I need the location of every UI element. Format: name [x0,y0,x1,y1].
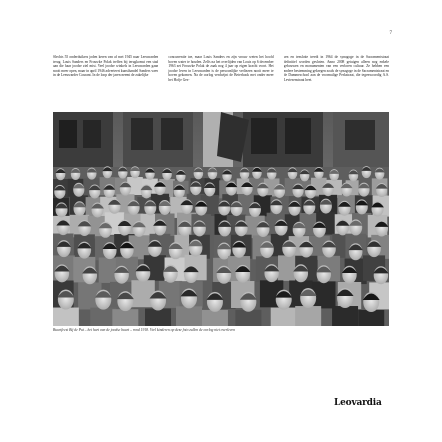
historic-photo [53,112,389,326]
text-column-1: Slechts 55 onderduikers joden keren van af mei 1945 naar Leeuwarden terug. Louis Sanders en Frouwke Polak treffen bij terugkomst een stad aan die haar joodse ziel mist. Veel joodse winkels in Leeuwarden gaan nooit meer open, maar in april 1946 adverteert kunsthandel Sanders weer in de Leeuwarder Courant. In de loop der jaren neemt de zakelijke [53,55,159,78]
photo-crowd-illustration [53,112,389,326]
page-number: 7 [389,31,392,36]
text-column-3: sen en tenslotte treedt in 1964 de synagoge in de Sacramentstraat definitief worden gesloten. Anno 2008 getuigen alleen nog enkele gebouwen en monumenten van een verloren cultuur. Ze hebben een andere bestemming gekregen zoals de synagoge in de Sacramentstraat en de Dammeschool aan de voormalige Perkstraat, die tegenwoordig A.S. Leviesenstraat heet. [283,55,389,82]
text-column-2: concurrentie toe, maar Louis Sanders en zijn vrouw weten het hoofd boven water te houden. Zelfs na het overlijden van Louis op 6 december 1963 zet Frouwke Polak de zaak nog 4 jaar op eigen kracht voort. Het joodse leven in Leeuwarden is de persoonlijke verliezen nooit meer te boven gekomen. Na de oorlog verdwijnt de Beterhook met onder meer het Hofje Ges- [168,55,274,82]
body-text-columns [53,55,389,111]
photo-caption: Buurtfeest Bij de Put – het hart van de joodse buurt – rond 1918. Veel kinderen op deze foto zullen de oorlog niet overleven [53,328,236,332]
leovardia-logo: Leovardia [334,398,382,408]
